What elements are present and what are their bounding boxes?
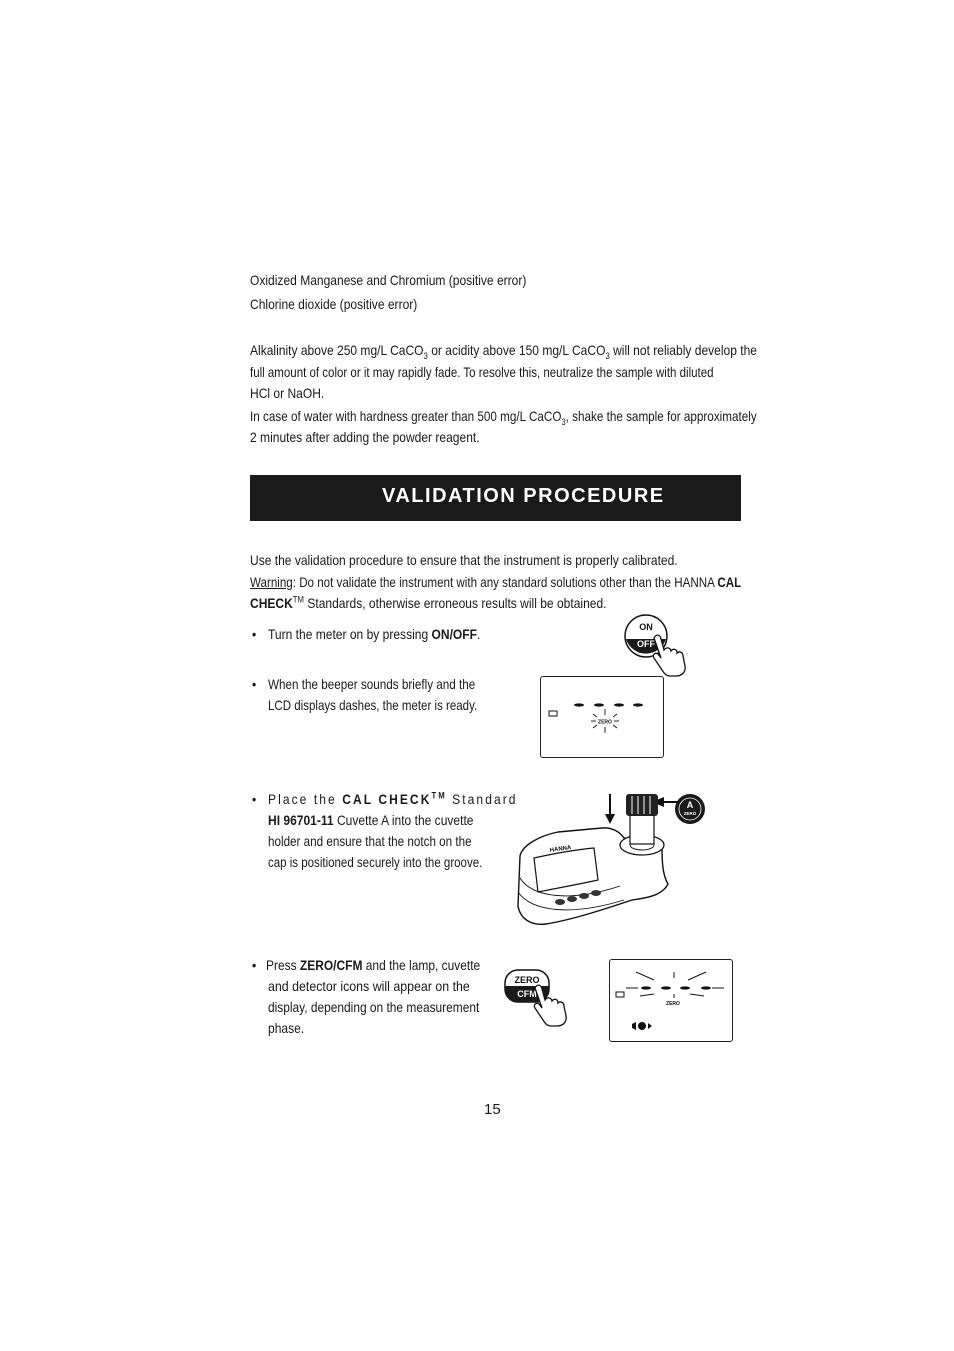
warning-line-2: CHECK™ Standards, otherwise erroneous results will be obtained. (250, 594, 607, 611)
zero-cfm-key-figure (503, 966, 575, 1030)
lcd-measure-figure (609, 959, 733, 1042)
interference-line-2: Chlorine dioxide (positive error) (250, 296, 418, 312)
cuvette-cap (626, 794, 658, 816)
step-3-line-4: cap is positioned securely into the groove. (268, 854, 483, 870)
warning-label: Warning (250, 574, 293, 590)
step-3-line-3: holder and ensure that the notch on the (268, 833, 472, 849)
blinking-rays-icon-2 (626, 972, 724, 998)
cuvette-a-label: A (686, 800, 694, 810)
lcd-zero-label: ZERO (598, 719, 612, 726)
lcd-dashes-figure (540, 676, 664, 758)
intro-line: Use the validation procedure to ensure that the instrument is properly calibrated. (250, 552, 678, 568)
step-3-line-1: Place the CAL CHECK™ Standard (268, 790, 518, 807)
alkalinity-line-1: Alkalinity above 250 mg/L CaCO$_3$ or acidity above 150 mg/L CaCO$_3$ will not reliably develop the (250, 342, 758, 361)
step-4-line-2: and detector icons will appear on the (268, 978, 470, 994)
lcd2-zero-label: ZERO (666, 1001, 680, 1007)
step-4-line-3: display, depending on the measurement (268, 999, 480, 1015)
meter-cuvette-figure (512, 788, 712, 931)
step-3-line-2: HI 96701-11 Cuvette A into the cuvette (268, 812, 474, 828)
warning-line: Warning: Do not validate the instrument with any standard solutions other than the HANNA CAL (250, 574, 742, 590)
down-arrow-icon (605, 814, 615, 824)
step-3-bullet: • (252, 791, 257, 807)
step-1-bullet: • (252, 626, 257, 642)
cuvette-zero-label: ZERO (683, 811, 697, 816)
on-key-label: ON (639, 622, 653, 632)
battery-icon (549, 711, 557, 716)
section-banner (250, 475, 741, 521)
step-2-line-1: When the beeper sounds briefly and the (268, 676, 476, 692)
step-4-bullet: • (252, 957, 257, 973)
step-2-line-2: LCD displays dashes, the meter is ready. (268, 697, 478, 713)
meter-brand: HANNA (549, 845, 572, 854)
pointing-hand-icon (653, 635, 685, 676)
step-1-text: Turn the meter on by pressing ON/OFF. (268, 626, 481, 642)
battery-icon-2 (616, 992, 624, 997)
step-4-line-4: phase. (268, 1020, 305, 1036)
pointing-hand-icon-2 (534, 985, 566, 1026)
zero-key-label: ZERO (514, 975, 540, 985)
hardness-line-1: In case of water with hardness greater than 500 mg/L CaCO$_3$, shake the sample for approximately (250, 408, 757, 427)
off-key-label: OFF (637, 639, 655, 649)
hardness-line-2: 2 minutes after adding the powder reagent. (250, 429, 480, 445)
section-title: VALIDATION PROCEDURE (382, 485, 665, 507)
lamp-cuvette-detector-icon (632, 1022, 652, 1030)
page-number: 15 (484, 1101, 501, 1118)
cfm-key-label: CFM (517, 989, 537, 999)
interference-line-1: Oxidized Manganese and Chromium (positive error) (250, 272, 527, 288)
step-2-bullet: • (252, 676, 257, 692)
alkalinity-line-3: HCl or NaOH. (250, 385, 325, 401)
on-off-key-figure (620, 612, 692, 678)
alkalinity-line-2: full amount of color or it may rapidly fade. To resolve this, neutralize the sample with diluted (250, 364, 714, 380)
step-4-line-1: Press ZERO/CFM and the lamp, cuvette (266, 957, 481, 973)
